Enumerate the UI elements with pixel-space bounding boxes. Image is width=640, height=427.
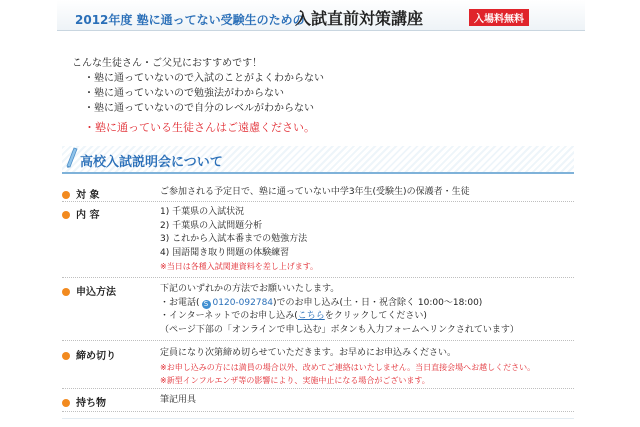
row-value-apply xyxy=(160,283,519,337)
pencil-icon xyxy=(64,146,78,168)
content-item: 3) これから入試本番までの勉強方法 xyxy=(160,234,308,244)
apply-intro: 下記のいずれかの方法でお願いいたします。 xyxy=(160,284,340,294)
intro-block xyxy=(72,56,324,116)
intro-lead: こんな生徒さん・ご父兄におすすめです！ xyxy=(72,58,263,69)
phone-number-link[interactable]: 0120-092784 xyxy=(212,297,274,308)
row-value-target: ご参加される予定日で、塾に通っていない中学3年生(受験生)の保護者・生徒 xyxy=(160,187,470,197)
banner-title: 入試直前対策講座 xyxy=(295,9,424,28)
row-label-content: 内 容 xyxy=(62,206,99,221)
info-row-target xyxy=(62,183,574,202)
row-value-content xyxy=(160,206,318,274)
apply-note: （ページ下部の「オンラインで申し込む」ボタンも入力フォームへリンクされています） xyxy=(160,324,519,335)
intro-bullet: ・塾に通っていないので入試のことがよくわからない xyxy=(84,73,324,84)
deadline-text: 定員になり次第締め切らせていただきます。お早めにお申込みください。 xyxy=(160,348,457,358)
bullet-dot-icon xyxy=(62,399,70,407)
content-item: 1) 千葉県の入試状況 xyxy=(160,207,245,217)
content-note: ※当日は各種入試関連資料を差し上げます。 xyxy=(160,262,319,271)
row-label-target: 対 象 xyxy=(62,186,99,201)
intro-bullet: ・塾に通っていないので勉強法がわからない xyxy=(84,88,284,99)
row-value-deadline xyxy=(160,347,535,388)
row-label-apply: 申込方法 xyxy=(62,283,116,298)
content-item: 4) 国語聞き取り問題の体験練習 xyxy=(160,247,290,258)
deadline-note: ※お申し込みの方には満員の場合以外、改めてご連絡はいたしません。当日直接会場へお越しください。 xyxy=(160,362,536,372)
free-admission-badge: 入場料無料 xyxy=(469,9,529,26)
row-label-items: 持ち物 xyxy=(62,394,106,409)
apply-net-line: ・インターネットでのお申し込み(こちらをクリックしてください) xyxy=(160,311,427,321)
apply-phone-line: ・お電話( S 0120-092784)でのお申し込み(土・日・祝含除く 10:00～18:00) xyxy=(160,297,483,308)
intro-bullet: ・塾に通っていないので自分のレベルがわからない xyxy=(84,103,314,114)
intro-warning: ・塾に通っている生徒さんはご遠慮ください。 xyxy=(84,121,315,134)
section-title: 高校入試説明会について xyxy=(80,155,223,170)
deadline-note: ※新型インフルエンザ等の影響により、実施中止になる場合がございます。 xyxy=(160,376,430,385)
section-header xyxy=(62,146,574,174)
info-row-content xyxy=(62,203,574,278)
content-item: 2) 千葉県の入試問題分析 xyxy=(160,220,263,231)
banner-subtitle: 2012年度 塾に通ってない受験生のための xyxy=(75,13,305,27)
bullet-dot-icon xyxy=(62,352,70,360)
page-banner xyxy=(57,0,585,31)
skype-phone-icon[interactable]: S xyxy=(202,300,211,309)
bullet-dot-icon xyxy=(62,191,70,199)
row-value-items: 筆記用具 xyxy=(160,395,197,405)
info-row-items xyxy=(62,391,574,412)
bullet-dot-icon xyxy=(62,211,70,219)
bullet-dot-icon xyxy=(62,288,70,296)
apply-online-link[interactable]: こちら xyxy=(297,311,325,321)
row-label-deadline: 締め切り xyxy=(62,347,116,362)
info-row-deadline xyxy=(62,344,574,389)
info-row-apply xyxy=(62,280,574,341)
